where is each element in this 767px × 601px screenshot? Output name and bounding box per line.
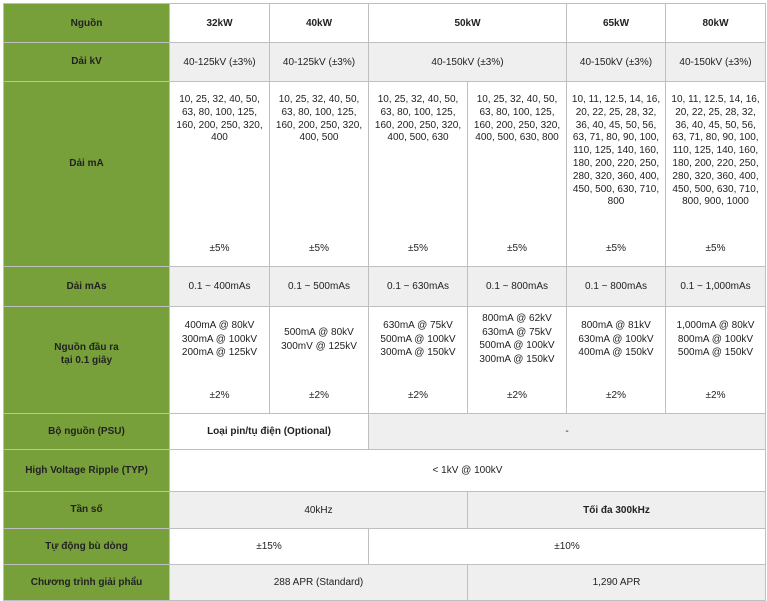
output-40-tolerance: ±2% — [309, 390, 329, 401]
frequency-left: 40kHz — [170, 492, 468, 529]
output-40 — [270, 307, 369, 414]
output-50a-tolerance: ±2% — [408, 390, 428, 401]
ma-80-tolerance: ±5% — [705, 243, 726, 254]
kv-40: 40-125kV (±3%) — [270, 43, 369, 82]
output-32-tolerance: ±2% — [209, 390, 230, 401]
ma-80-values: 10, 11, 12.5, 14, 16, 20, 22, 25, 28, 32, 36, 40, 45, 50, 56, 63, 71, 80, 90, 100, 110, 125, 140, 160, 180, 200, 220, 250, 280, 320, 360, 400, 450, 500, 630, 710, 800, 900, 1000 — [671, 94, 760, 208]
psu-left: Loại pin/tụ điện (Optional) — [170, 414, 369, 450]
psu-right: - — [369, 414, 766, 450]
ma-50a-values: 10, 25, 32, 40, 50, 63, 80, 100, 125, 160, 200, 250, 320, 400, 500, 630 — [374, 94, 462, 144]
ma-40-values: 10, 25, 32, 40, 50, 63, 80, 100, 125, 160, 200, 250, 320, 400, 500 — [275, 94, 363, 144]
output-50b — [468, 307, 567, 414]
ma-50b — [468, 82, 567, 267]
output-80-line: 500mA @ 150kV — [677, 347, 754, 358]
spec-table — [3, 3, 766, 601]
kv-50: 40-150kV (±3%) — [369, 43, 567, 82]
output-65 — [567, 307, 666, 414]
mas-65: 0.1 ~ 800mAs — [567, 267, 666, 307]
output-32-line: 300mA @ 100kV — [181, 333, 258, 345]
kv-label: Dải kV — [4, 43, 170, 82]
mas-32: 0.1 ~ 400mAs — [170, 267, 270, 307]
mas-label: Dải mAs — [4, 267, 170, 307]
compensation-label: Tự động bù dòng — [4, 529, 170, 565]
frequency-right: Tối đa 300kHz — [468, 492, 766, 529]
frequency-label: Tần số — [4, 492, 170, 529]
ma-32-values: 10, 25, 32, 40, 50, 63, 80, 100, 125, 160, 200, 250, 320, 400 — [176, 94, 263, 144]
output-80 — [666, 307, 766, 414]
apr-row — [4, 565, 766, 601]
output-50a — [369, 307, 468, 414]
model-40kw: 40kW — [270, 4, 369, 43]
ma-label-text: Dải mA — [69, 158, 104, 170]
output-65-tolerance: ±2% — [606, 390, 626, 401]
output-row — [4, 307, 766, 414]
ma-50a-tolerance: ±5% — [408, 243, 428, 254]
output-40-line: 500mA @ 80kV — [284, 327, 354, 338]
ma-label — [4, 82, 170, 267]
output-50b-line: 500mA @ 100kV — [479, 340, 555, 351]
kv-65: 40-150kV (±3%) — [567, 43, 666, 82]
output-40-line: 300mV @ 125kV — [281, 340, 357, 352]
ma-50b-tolerance: ±5% — [507, 243, 527, 254]
model-65kw: 65kW — [567, 4, 666, 43]
ripple-label: High Voltage Ripple (TYP) — [4, 450, 170, 492]
output-50b-tolerance: ±2% — [507, 390, 527, 401]
output-65-line: 800mA @ 81kV — [581, 320, 651, 331]
ma-40 — [270, 82, 369, 267]
output-50a-line: 500mA @ 100kV — [380, 333, 456, 345]
ma-32 — [170, 82, 270, 267]
ma-32-tolerance: ±5% — [209, 243, 230, 254]
output-80-line: 1,000mA @ 80kV — [676, 320, 755, 331]
ma-80 — [666, 82, 766, 267]
compensation-left: ±15% — [170, 529, 369, 565]
mas-row — [4, 267, 766, 307]
ma-65-tolerance: ±5% — [606, 243, 626, 254]
output-50a-line: 630mA @ 75kV — [383, 320, 453, 331]
mas-40: 0.1 ~ 500mAs — [270, 267, 369, 307]
output-50a-line: 300mA @ 150kV — [380, 347, 456, 358]
header-label: Nguồn — [4, 4, 170, 43]
kv-80: 40-150kV (±3%) — [666, 43, 766, 82]
header-row — [4, 4, 766, 43]
output-32-line: 200mA @ 125kV — [181, 347, 258, 358]
output-80-tolerance: ±2% — [705, 390, 726, 401]
frequency-row — [4, 492, 766, 529]
kv-32: 40-125kV (±3%) — [170, 43, 270, 82]
compensation-row — [4, 529, 766, 565]
output-65-line: 630mA @ 100kV — [578, 333, 654, 345]
ma-65-values: 10, 11, 12.5, 14, 16, 20, 22, 25, 28, 32, 36, 40, 45, 50, 56, 63, 71, 80, 90, 100, 110, 125, 140, 160, 180, 200, 220, 250, 280, 320, 360, 400, 450, 500, 630, 710, 800 — [571, 94, 661, 208]
output-80-line: 800mA @ 100kV — [677, 333, 754, 345]
psu-row — [4, 414, 766, 450]
output-label-line1: Nguồn đầu ra — [54, 341, 119, 353]
output-50b-line: 630mA @ 75kV — [482, 326, 552, 338]
mas-50b: 0.1 ~ 800mAs — [468, 267, 567, 307]
output-label-line2: tại 0.1 giây — [60, 355, 113, 366]
ma-50b-values: 10, 25, 32, 40, 50, 63, 80, 100, 125, 160, 200, 250, 320, 400, 500, 630, 800 — [473, 94, 561, 144]
model-50kw: 50kW — [369, 4, 567, 43]
ma-row — [4, 82, 766, 267]
ma-50a — [369, 82, 468, 267]
psu-label: Bộ nguồn (PSU) — [4, 414, 170, 450]
output-50b-line: 800mA @ 62kV — [482, 313, 552, 324]
output-65-line: 400mA @ 150kV — [578, 347, 654, 358]
output-32 — [170, 307, 270, 414]
ripple-value: < 1kV @ 100kV — [170, 450, 766, 492]
mas-50a: 0.1 ~ 630mAs — [369, 267, 468, 307]
model-80kw: 80kW — [666, 4, 766, 43]
apr-right: 1,290 APR — [468, 565, 766, 601]
compensation-right: ±10% — [369, 529, 766, 565]
output-50b-line: 300mA @ 150kV — [479, 353, 555, 365]
mas-80: 0.1 ~ 1,000mAs — [666, 267, 766, 307]
output-32-line: 400mA @ 80kV — [184, 320, 255, 331]
model-32kw: 32kW — [170, 4, 270, 43]
apr-label: Chương trình giải phẩu — [4, 565, 170, 601]
ma-65 — [567, 82, 666, 267]
ripple-row — [4, 450, 766, 492]
output-label — [4, 307, 170, 414]
kv-row — [4, 43, 766, 82]
ma-40-tolerance: ±5% — [309, 243, 329, 254]
apr-left: 288 APR (Standard) — [170, 565, 468, 601]
